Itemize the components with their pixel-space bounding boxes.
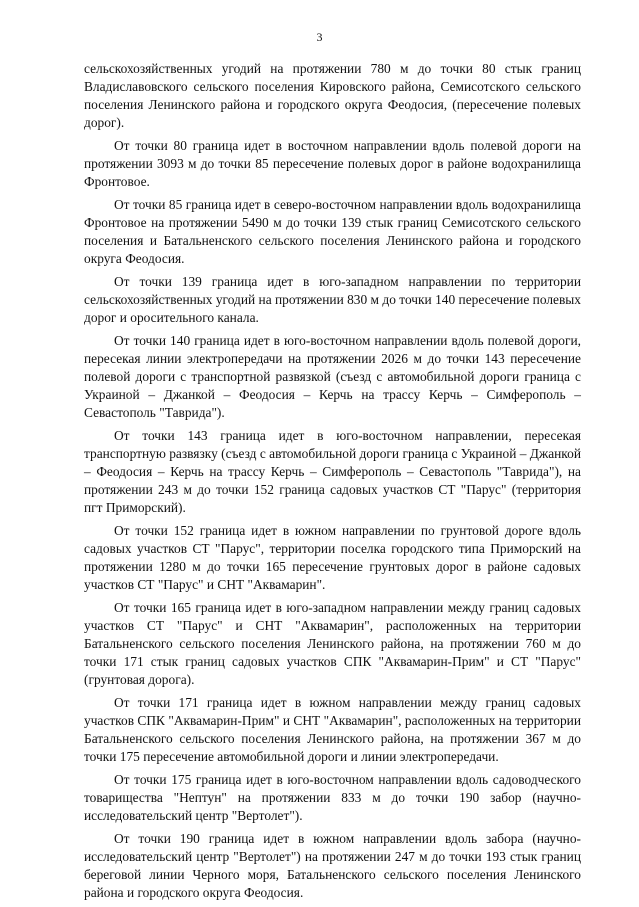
paragraph-continuation: сельскохозяйственных угодий на протяжении 780 м до точки 80 стык границ Владиславовского сельского поселения Кировского района, Семисотского сельского поселения Ленинского района и городского округа Феодосия, (пересечение полевых дорог). (84, 61, 581, 130)
paragraph-point-152: От точки 152 граница идет в южном направлении по грунтовой дороге вдоль садовых участков СТ "Парус", территории поселка городского типа Приморский на протяжении 1280 м до точки 165 пересечение грунтовых дорог в районе садовых участков СТ "Парус" и СНТ "Аквамарин". (84, 523, 581, 592)
paragraph-point-143: От точки 143 граница идет в юго-восточном направлении, пересекая транспортную развязку (съезд с автомобильной дороги граница с Украиной – Джанкой – Феодосия – Керчь на трассу Керчь – Симферополь – Севастополь "Таврида"), на протяжении 243 м до точки 152 граница садовых участков СТ "Парус" (территория пгт Приморский). (84, 428, 581, 515)
paragraph-point-139: От точки 139 граница идет в юго-западном направлении по территории сельскохозяйственных угодий на протяжении 830 м до точки 140 пересечение полевых дорог и оросительного канала. (84, 274, 581, 325)
paragraph-point-171: От точки 171 граница идет в южном направлении между границ садовых участков СПК "Аквамарин-Прим" и СНТ "Аквамарин", расположенных на территории Батальненского сельского поселения Ленинского района, на протяжении 367 м до точки 175 пересечение автомобильной дороги и линии электропередачи. (84, 695, 581, 764)
document-body (84, 60, 581, 907)
paragraph-point-80: От точки 80 граница идет в восточном направлении вдоль полевой дороги на протяжении 3093 м до точки 85 пересечение полевых дорог в районе водохранилища Фронтовое. (84, 138, 581, 189)
page-number: 3 (316, 30, 323, 44)
paragraph-point-85: От точки 85 граница идет в северо-восточном направлении вдоль водохранилища Фронтовое на протяжении 5490 м до точки 139 стык границ Семисотского сельского поселения и Батальненского сельского поселения Ленинского района и городского округа Феодосия. (84, 197, 581, 266)
paragraph-point-140: От точки 140 граница идет в юго-восточном направлении вдоль полевой дороги, пересекая линии электропередачи на протяжении 2026 м до точки 143 пересечение полевой дороги с транспортной развязкой (съезд с автомобильной дороги граница с Украиной – Джанкой – Феодосия – Керчь на трассу Керчь – Симферополь – Севастополь "Таврида"). (84, 333, 581, 420)
paragraph-point-190: От точки 190 граница идет в южном направлении вдоль забора (научно-исследовательский центр "Вертолет") на протяжении 247 м до точки 193 стык границ береговой линии Черного моря, Батальненского сельского поселения Ленинского района и городского округа Феодосия. (84, 831, 581, 900)
paragraph-point-165: От точки 165 граница идет в юго-западном направлении между границ садовых участков СТ "Парус" и СНТ "Аквамарин", расположенных на территории Батальненского сельского поселения Ленинского района, на протяжении 760 м до точки 171 стык границ садовых участков СПК "Аквамарин-Прим" и СТ "Парус" (грунтовая дорога). (84, 600, 581, 687)
paragraph-point-175: От точки 175 граница идет в юго-восточном направлении вдоль садоводческого товарищества "Нептун" на протяжении 833 м до точки 190 забор (научно-исследовательский центр "Вертолет"). (84, 772, 581, 823)
